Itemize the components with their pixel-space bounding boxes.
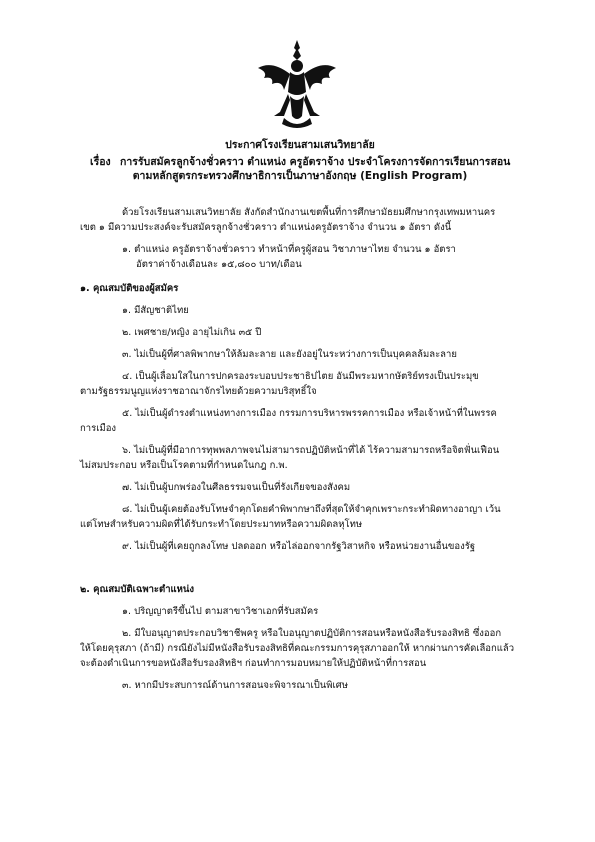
s1-item-1: ๑. มีสัญชาติไทย (122, 305, 189, 316)
announcement-body (80, 205, 530, 693)
s1-item-4-line-2: ตามรัฐธรรมนูญแห่งราชอาณาจักรไทยด้วยความบริสุทธิ์ใจ (80, 386, 317, 397)
s2-item-2-line-3: จะต้องดำเนินการขอหนังสือรับรองสิทธิฯ ก่อนทำการมอบหมายให้ปฏิบัติหน้าที่การสอน (80, 658, 427, 669)
s2-item-2-line-2: ให้โดยคุรุสภา (ถ้ามี) กรณียังไม่มีหนังสือรับรองสิทธิที่คณะกรรมการคุรุสภาออกให้ หากผ่านการคัดเลือกแล้ว (80, 643, 515, 654)
s1-item-9: ๙. ไม่เป็นผู้ที่เคยถูกลงโทษ ปลดออก หรือไล่ออกจากรัฐวิสาหกิจ หรือหน่วยงานอื่นของรัฐ (122, 541, 476, 552)
announcement-header (60, 138, 540, 183)
intro-line-2: เขต ๑ มีความประสงค์จะรับสมัครลูกจ้างชั่วคราว ตำแหน่งครูอัตราจ้าง จำนวน ๑ อัตรา ดังนี้ (80, 222, 452, 233)
s2-item-3: ๓. หากมีประสบการณ์ด้านการสอนจะพิจารณาเป็นพิเศษ (122, 680, 349, 691)
subject-line-2: ตามหลักสูตรกระทรวงศึกษาธิการเป็นภาษาอังกฤษ (English Program) (132, 170, 468, 182)
subject-text-1: การรับสมัครลูกจ้างชั่วคราว ตำแหน่ง ครูอัตราจ้าง ประจำโครงการจัดการเรียนการสอน (120, 156, 511, 168)
s1-item-8-line-1: ๘. ไม่เป็นผู้เคยต้องรับโทษจำคุกโดยคำพิพากษาถึงที่สุดให้จำคุกเพราะกระทำผิดทางอาญา เว้น (122, 504, 501, 515)
garuda-emblem-icon (254, 38, 340, 132)
subject-label: เรื่อง (90, 156, 111, 168)
s1-item-8-line-2: แต่โทษสำหรับความผิดที่ได้รับกระทำโดยประมาทหรือความผิดลหุโทษ (80, 519, 363, 530)
s1-item-2: ๒. เพศชาย/หญิง อายุไม่เกิน ๓๕ ปี (122, 327, 262, 338)
s1-item-5-line-2: การเมือง (80, 423, 117, 434)
s1-item-4-line-1: ๔. เป็นผู้เลื่อมใสในการปกครองระบอบประชาธิปไตย อันมีพระมหากษัตริย์ทรงเป็นประมุข (122, 371, 479, 382)
position-line-2: อัตราค่าจ้างเดือนละ ๑๕,๘๐๐ บาท/เดือน (136, 259, 302, 270)
section1-heading: ๑. คุณสมบัติของผู้สมัคร (80, 283, 179, 294)
s2-item-2-line-1: ๒. มีใบอนุญาตประกอบวิชาชีพครู หรือใบอนุญาตปฏิบัติการสอนหรือหนังสือรับรองสิทธิ ซึ่งออก (122, 628, 502, 639)
s1-item-5-line-1: ๕. ไม่เป็นผู้ดำรงตำแหน่งทางการเมือง กรรมการบริหารพรรคการเมือง หรือเจ้าหน้าที่ในพรรค (122, 408, 497, 419)
s1-item-6-line-1: ๖. ไม่เป็นผู้ที่มีอาการทุพพลภาพจนไม่สามารถปฏิบัติหน้าที่ได้ ไร้ความสามารถหรือจิตฟั่นเฟือน (122, 445, 500, 456)
s1-item-3: ๓. ไม่เป็นผู้ที่ศาลพิพากษาให้ล้มละลาย และยังอยู่ในระหว่างการเป็นบุคคลล้มละลาย (122, 349, 457, 360)
position-line-1: ๑. ตำแหน่ง ครูอัตราจ้างชั่วคราว ทำหน้าที่ครูผู้สอน วิชาภาษาไทย จำนวน ๑ อัตรา (122, 244, 456, 255)
s1-item-6-line-2: ไม่สมประกอบ หรือเป็นโรคตามที่กำหนดในกฎ ก.พ. (80, 460, 288, 471)
intro-line-1: ด้วยโรงเรียนสามเสนวิทยาลัย สังกัดสำนักงานเขตพื้นที่การศึกษามัธยมศึกษากรุงเทพมหานคร (122, 207, 496, 218)
subject-line-1 (60, 155, 540, 169)
s2-item-1: ๑. ปริญญาตรีขึ้นไป ตามสาขาวิชาเอกที่รับสมัคร (122, 606, 319, 617)
announcement-title: ประกาศโรงเรียนสามเสนวิทยาลัย (225, 139, 375, 151)
s1-item-7: ๗. ไม่เป็นผู้บกพร่องในศีลธรรมจนเป็นที่รังเกียจของสังคม (122, 482, 351, 493)
section2-heading: ๒. คุณสมบัติเฉพาะตำแหน่ง (80, 584, 195, 595)
